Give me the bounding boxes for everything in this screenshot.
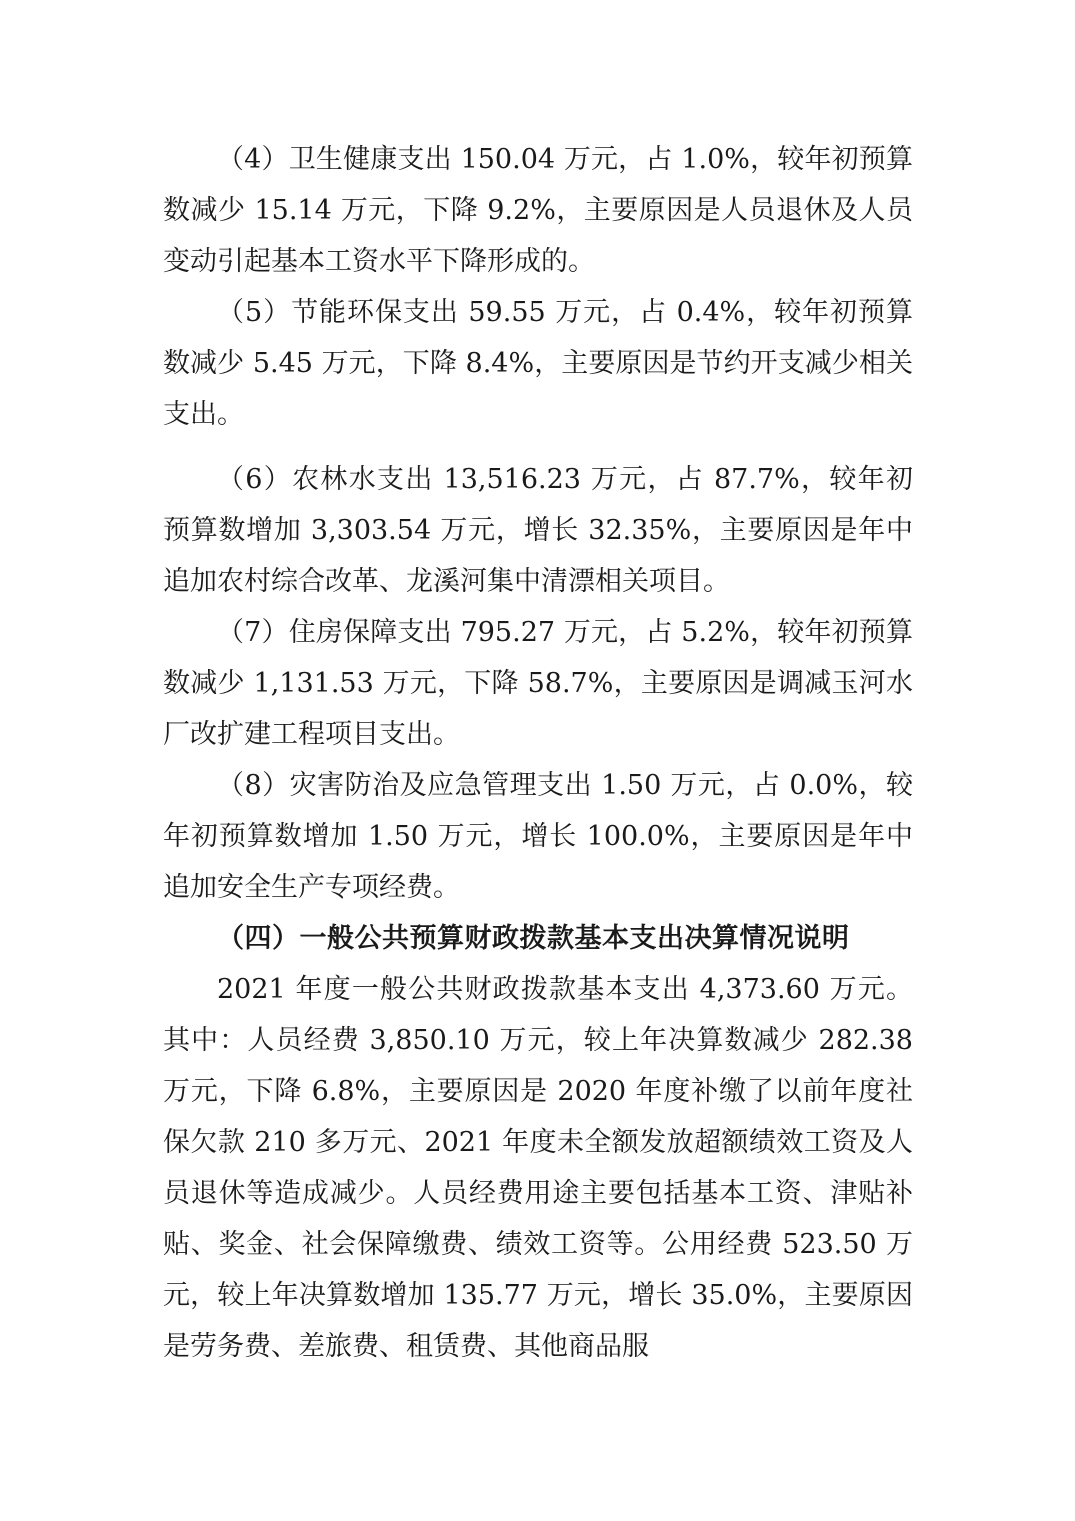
section-heading-basic-expenditure: （四）一般公共预算财政拨款基本支出决算情况说明: [217, 923, 850, 954]
paragraph-energy-environment-expenditure: （5）节能环保支出 59.55 万元，占 0.4%，较年初预算数减少 5.45 万元，下降 8.4%，主要原因是节约开支减少相关支出。: [163, 297, 913, 430]
paragraph-agriculture-forestry-water-expenditure: （6）农林水支出 13,516.23 万元，占 87.7%，较年初预算数增加 3,303.54 万元，增长 32.35%，主要原因是年中追加农村综合改革、龙溪河集中清漂相关项目。: [163, 464, 913, 597]
paragraph-disaster-emergency-expenditure: （8）灾害防治及应急管理支出 1.50 万元，占 0.0%，较年初预算数增加 1.50 万元，增长 100.0%，主要原因是年中追加安全生产专项经费。: [163, 770, 913, 903]
paragraph-health-expenditure: （4）卫生健康支出 150.04 万元，占 1.0%，较年初预算数减少 15.14 万元，下降 9.2%，主要原因是人员退休及人员变动引起基本工资水平下降形成的。: [163, 144, 913, 277]
document-page: [163, 134, 913, 1372]
paragraph-housing-security-expenditure: （7）住房保障支出 795.27 万元，占 5.2%，较年初预算数减少 1,131.53 万元，下降 58.7%，主要原因是调减玉河水厂改扩建工程项目支出。: [163, 617, 913, 750]
paragraph-basic-expenditure-body: 2021 年度一般公共财政拨款基本支出 4,373.60 万元。其中：人员经费 3,850.10 万元，较上年决算数减少 282.38 万元，下降 6.8%，主要原因是 2020 年度补缴了以前年度社保欠款 210 多万元、2021 年度未全额发放超额绩效工资及人员退休等造成减少。人员经费用途主要包括基本工资、津贴补贴、奖金、社会保障缴费、绩效工资等。公用经费 523.50 万元，较上年决算数增加 135.77 万元，增长 35.0%，主要原因是劳务费、差旅费、租赁费、其他商品服: [163, 974, 913, 1362]
